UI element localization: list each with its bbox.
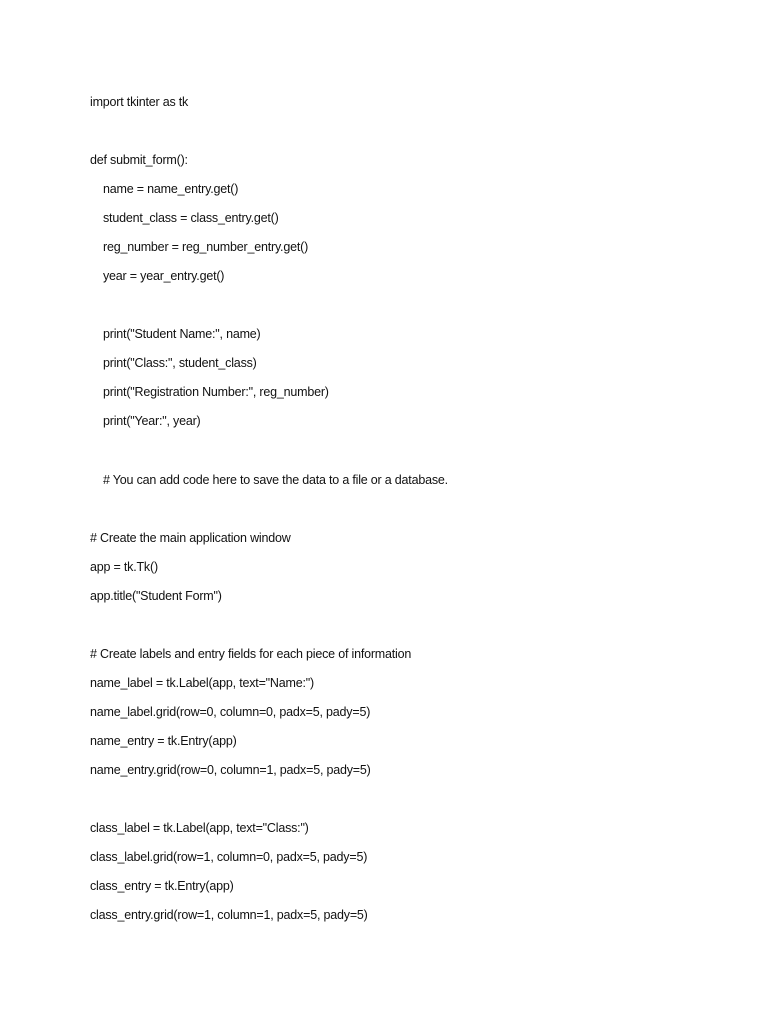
code-line: print("Registration Number:", reg_number) (103, 385, 329, 399)
code-line: app.title("Student Form") (90, 589, 222, 603)
code-line: class_entry.grid(row=1, column=1, padx=5, pady=5) (90, 908, 368, 922)
code-line: class_label = tk.Label(app, text="Class:") (90, 821, 309, 835)
code-line: class_entry = tk.Entry(app) (90, 879, 234, 893)
code-line: app = tk.Tk() (90, 560, 158, 574)
code-line: name_label.grid(row=0, column=0, padx=5, pady=5) (90, 705, 371, 719)
code-line: print("Class:", student_class) (103, 356, 257, 370)
code-line: class_label.grid(row=1, column=0, padx=5, pady=5) (90, 850, 368, 864)
code-line: print("Year:", year) (103, 414, 201, 428)
code-line: name_entry.grid(row=0, column=1, padx=5, pady=5) (90, 763, 371, 777)
code-line: print("Student Name:", name) (103, 327, 261, 341)
code-line: student_class = class_entry.get() (103, 211, 279, 225)
code-line: reg_number = reg_number_entry.get() (103, 240, 309, 254)
code-line: name_entry = tk.Entry(app) (90, 734, 237, 748)
comment-line: # Create the main application window (90, 531, 291, 545)
code-line: name_label = tk.Label(app, text="Name:") (90, 676, 314, 690)
code-line: import tkinter as tk (90, 95, 189, 109)
comment-line: # Create labels and entry fields for each piece of information (90, 647, 412, 661)
code-line: def submit_form(): (90, 153, 188, 167)
code-line: year = year_entry.get() (103, 269, 225, 283)
comment-line: # You can add code here to save the data to a file or a database. (103, 473, 448, 487)
code-line: name = name_entry.get() (103, 182, 239, 196)
